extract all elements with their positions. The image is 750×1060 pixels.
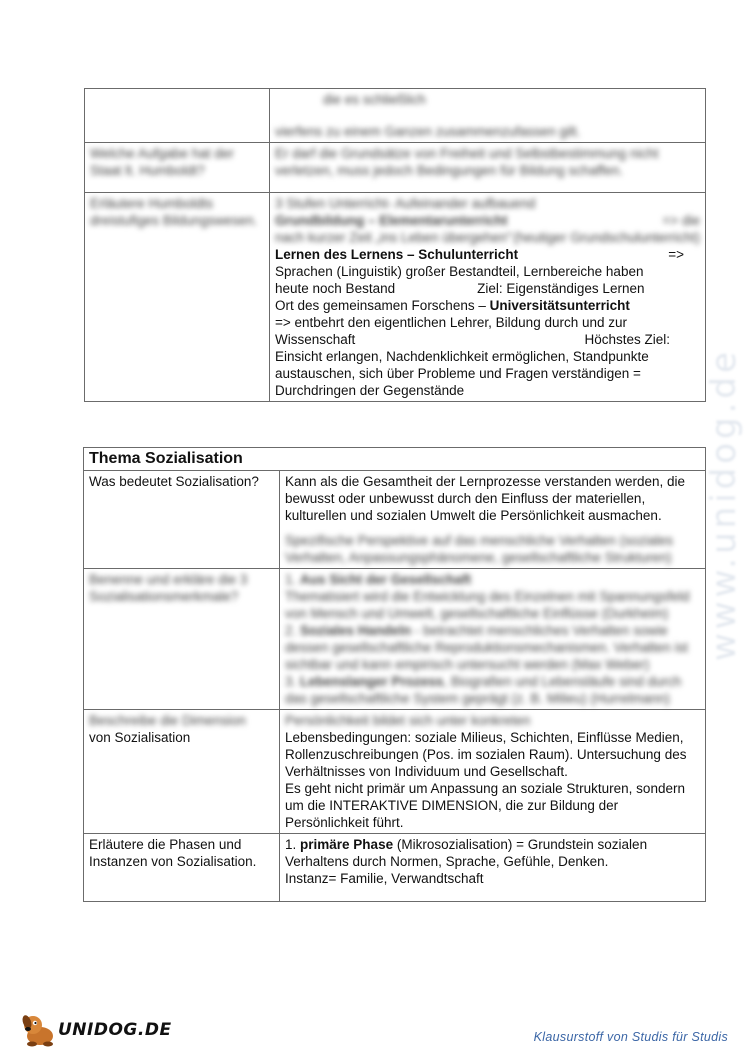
question-cell: Erläutere Humboldts dreistufiges Bildungswesen. <box>85 193 270 402</box>
item-number: 2. <box>285 623 297 638</box>
stage-3 <box>275 297 700 314</box>
watermark: www.unidog.de <box>704 348 744 662</box>
dog-icon <box>20 1012 60 1048</box>
answer-cell <box>280 471 706 569</box>
item-title: Aus Sicht der Gesellschaft <box>300 572 472 587</box>
stage-1 <box>275 212 700 229</box>
answer-cell <box>280 710 706 834</box>
stage-title: Grundbildung – Elementarunterricht <box>275 213 508 228</box>
list-item <box>285 571 700 588</box>
stage-goal: Höchstes Ziel: <box>584 332 670 347</box>
stage-note: (heutiger Grundschulunterricht) <box>513 230 700 245</box>
answer-text: Kann als die Gesamtheit der Lernprozesse verstanden werden, die bewusst oder unbewusst durch den Einfluss der materiellen, kulturellen und sozialen Umwelt die Persönlichkeit ausmachen. <box>285 474 685 523</box>
answer-cell <box>270 89 706 143</box>
question-cell <box>84 710 280 834</box>
list-item <box>285 673 700 707</box>
item-number: 3. <box>285 674 297 689</box>
footer-tagline: Klausurstoff von Studis für Studis <box>533 1030 728 1044</box>
stage-text-row <box>275 280 700 297</box>
question-cell: Benenne und erkläre die 3 Sozialisationsmerkmale? <box>84 569 280 710</box>
sozialisation-table <box>83 447 706 902</box>
answer-cell <box>280 569 706 710</box>
item-title: Soziales Handeln <box>300 623 412 638</box>
item-text: Instanz= Familie, Verwandtschaft <box>285 871 484 886</box>
stage-text: nach kurzer Zeit „ins Leben übergehen" <box>275 230 512 245</box>
stage-text: heute noch Bestand <box>275 281 396 296</box>
stage-text: => entbehrt den eigentlichen Lehrer, Bildung durch und zur <box>275 315 628 330</box>
stage-text: Sprachen (Linguistik) großer Bestandteil, Lernbereiche haben <box>275 264 644 279</box>
item-number: 1. <box>285 837 297 852</box>
answer-text: Spezifische Perspektive auf das menschliche Verhalten (soziales Verhalten, Anpassungsphänomene, gesellschaftliche Strukturen) <box>285 533 673 565</box>
stage-title: Lernen des Lernens – Schulunterricht <box>275 247 519 262</box>
humboldt-table <box>84 88 706 402</box>
question-text: von Sozialisation <box>89 730 191 745</box>
item-title: primäre Phase <box>300 837 394 852</box>
stage-1-text <box>275 229 700 246</box>
item-title: Lebenslanger Prozess <box>300 674 444 689</box>
stage-goal: Ziel: Eigenständiges Lernen <box>477 281 645 296</box>
stage-text: austauschen, sich über Probleme und Fragen verständigen = <box>275 366 641 381</box>
empty-question-cell <box>85 89 270 143</box>
stage-text: Einsicht erlangen, Nachdenklichkeit ermöglichen, Standpunkte <box>275 349 649 364</box>
item-number: 1. <box>285 572 297 587</box>
answer-cell <box>270 193 706 402</box>
answer-cell: Er darf die Grundsätze von Freiheit und Selbstbestimmung nicht verletzen, muss jedoch Bedingungen für Bildung schaffen. <box>270 143 706 193</box>
item-text: , Biografien und Lebensläufe sind durch das gesellschaftliche System geprägt (z. B. Milieu) (Hurrelmann) <box>285 674 682 706</box>
stage-text: Ort des gemeinsamen Forschens – <box>275 298 490 313</box>
stage-text: Durchdringen der Gegenstände <box>275 383 465 398</box>
answer-text: Lebensbedingungen: soziale Milieus, Schichten, Einflüsse Medien, Rollenzuschreibungen (Pos. im sozialen Raum). Untersuchung des Verhältnisses von Individuum und Gesellschaft. <box>285 730 687 779</box>
question-cell: Erläutere die Phasen und Instanzen von Sozialisation. <box>84 834 280 902</box>
stage-title: Universitätsunterricht <box>489 298 630 313</box>
unidog-logo[interactable] <box>20 1012 172 1048</box>
stage-2 <box>275 246 700 263</box>
answer-text: die es schließlich <box>323 92 426 107</box>
list-item <box>285 836 700 870</box>
answer-text: Es geht nicht primär um Anpassung an soziale Strukturen, sondern um die INTERAKTIVE DIMENSION, die zur Bildung der Persönlichkeit führt. <box>285 781 685 830</box>
answer-text: vierfens zu einem Ganzen zusammenzufassen gilt. <box>275 124 581 139</box>
item-text: Thematisiert wird die Entwicklung des Einzelnen mit Spannungsfeld von Mensch und Umwelt, gesellschaftliche Einflüsse (Durkheim) <box>285 589 690 621</box>
question-cell: Was bedeutet Sozialisation? <box>84 471 280 569</box>
item-text: - betrachtet menschliches Verhalten sowie dessen gesellschaftliche Reproduktionsmechanismen. Verhalten ist sichtbar und kann empirisch untersucht werden (Max Weber) <box>285 623 688 672</box>
arrow: => die <box>662 213 700 228</box>
stage-text-row <box>275 331 700 348</box>
item-text: (Mikrosozialisation) = Grundstein sozialen Verhaltens durch Normen, Sprache, Gefühle, Denken. <box>285 837 648 869</box>
logo-text: UNIDOG.DE <box>58 1020 172 1040</box>
list-item <box>285 622 700 673</box>
table-title: Thema Sozialisation <box>84 448 706 471</box>
answer-text: 3 Stufen Unterricht- Aufeinander aufbauend <box>275 196 536 211</box>
question-cell: Welche Aufgabe hat der Staat lt. Humboldt? <box>85 143 270 193</box>
answer-cell <box>280 834 706 902</box>
answer-text: Persönlichkeit bildet sich unter konkreten <box>285 713 531 728</box>
stage-text: Wissenschaft <box>275 332 356 347</box>
arrow: => <box>668 247 684 262</box>
question-text: Beschreibe die Dimension <box>89 713 246 728</box>
